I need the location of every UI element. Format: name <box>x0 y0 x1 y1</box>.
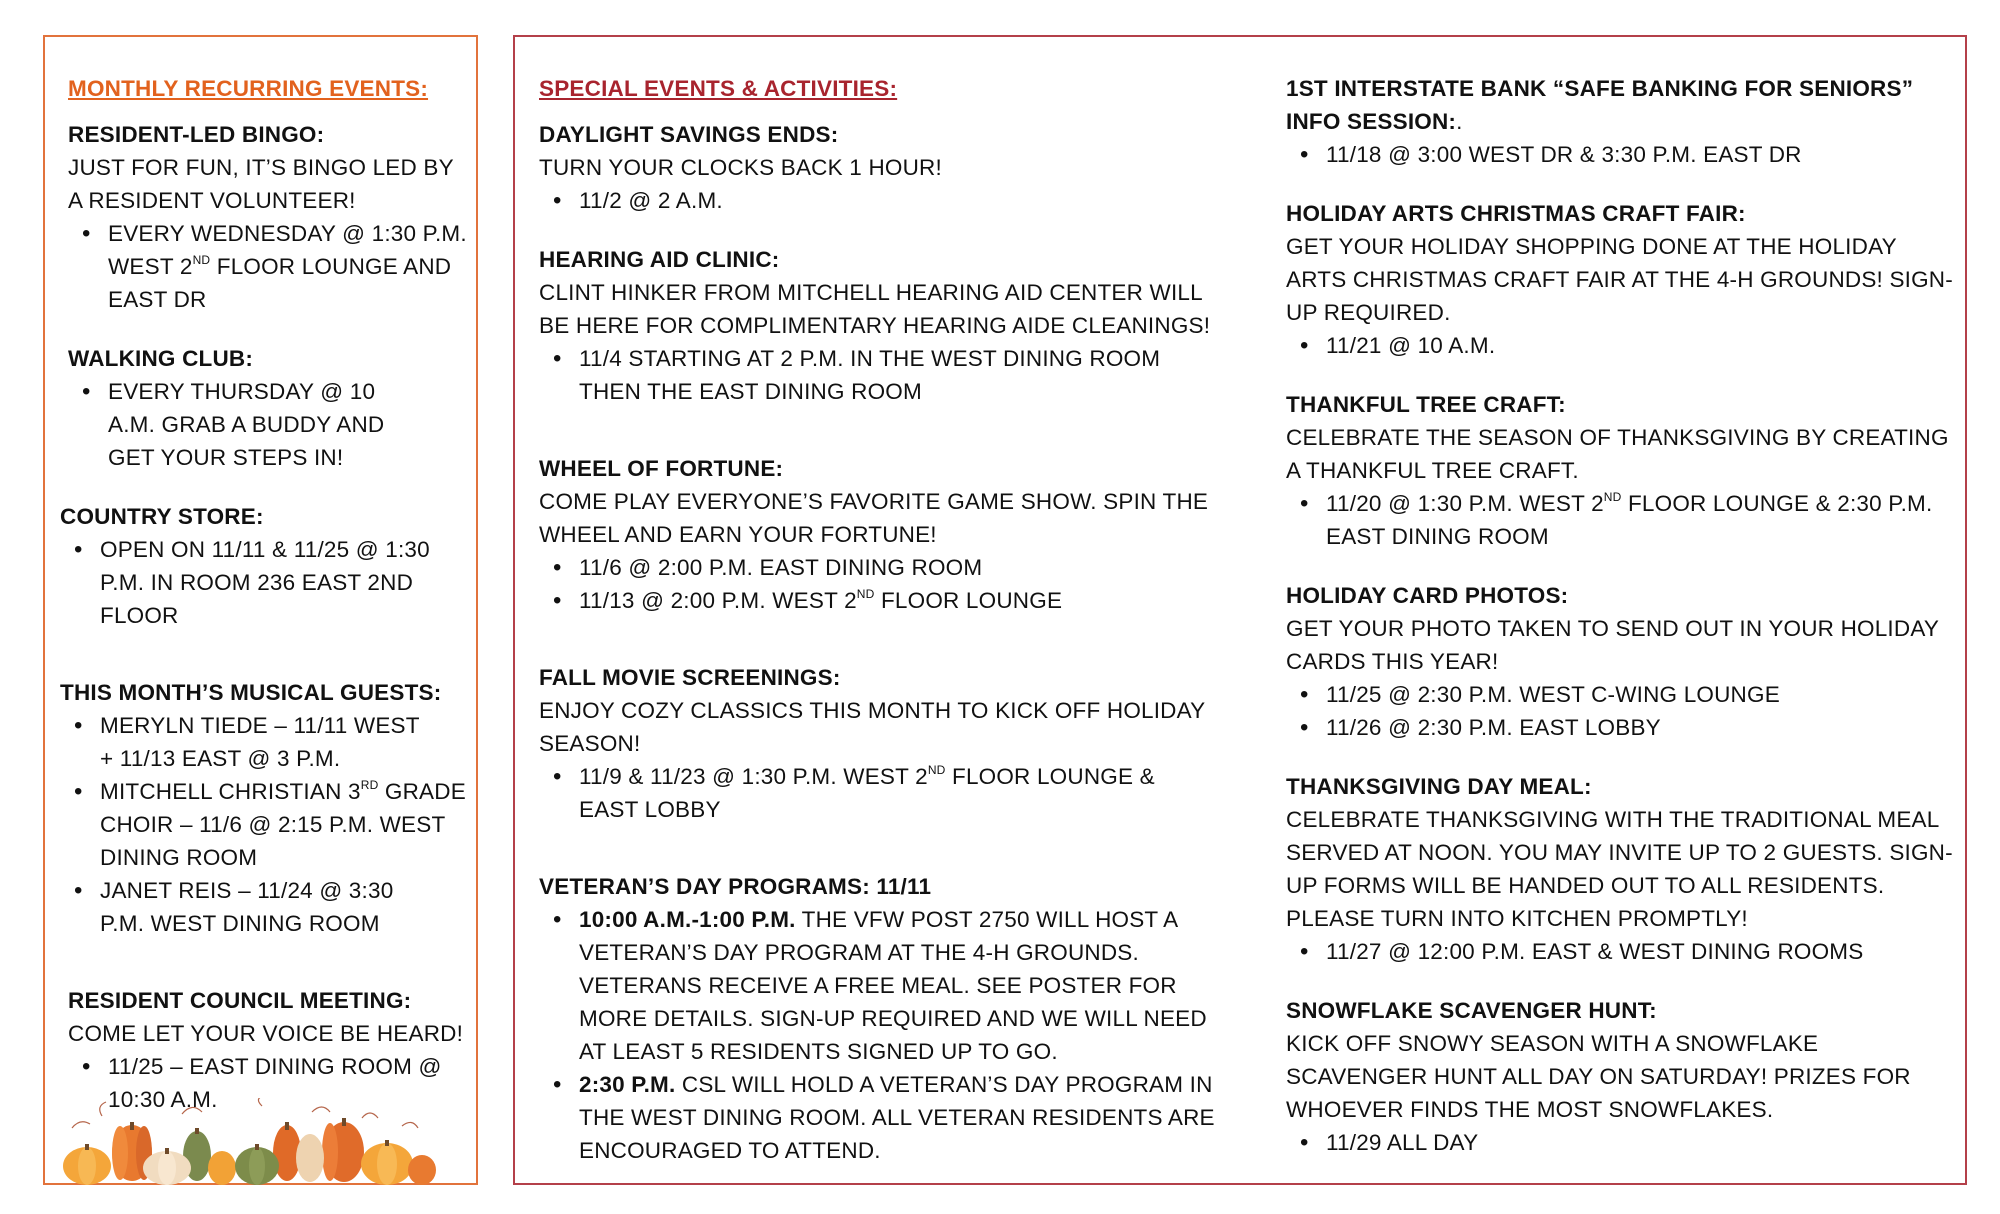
event-title: VETERAN’S DAY PROGRAMS: 11/11 <box>539 874 932 899</box>
event-movie-screenings <box>539 661 1229 826</box>
event-description: TURN YOUR CLOCKS BACK 1 HOUR! <box>539 155 942 180</box>
event-title: WALKING CLUB: <box>68 346 254 371</box>
event-item: • 11/4 STARTING AT 2 P.M. IN THE WEST DINING ROOM THEN THE EAST DINING ROOM <box>539 342 1179 408</box>
monthly-heading: MONTHLY RECURRING EVENTS: <box>68 76 429 101</box>
event-item: • 11/25 @ 2:30 P.M. WEST C-WING LOUNGE <box>1286 678 1956 711</box>
special-events-column <box>539 72 1229 1193</box>
event-craft-fair <box>1286 197 1956 362</box>
event-hearing-aid-clinic <box>539 243 1229 408</box>
event-bingo <box>68 118 468 316</box>
event-title: HEARING AID CLINIC: <box>539 247 780 272</box>
event-description: CELEBRATE THE SEASON OF THANKSGIVING BY CREATING A THANKFUL TREE CRAFT. <box>1286 425 1949 483</box>
event-item: • EVERY WEDNESDAY @ 1:30 P.M. WEST 2ND FLOOR LOUNGE AND EAST DR <box>68 217 468 316</box>
event-country-store <box>60 500 468 632</box>
event-item: • 11/20 @ 1:30 P.M. WEST 2ND FLOOR LOUNGE & 2:30 P.M. EAST DINING ROOM <box>1286 487 1956 553</box>
event-musical-guests <box>60 676 468 940</box>
event-item: • 11/26 @ 2:30 P.M. EAST LOBBY <box>1286 711 1956 744</box>
event-item: • 11/13 @ 2:00 P.M. WEST 2ND FLOOR LOUNGE <box>539 584 1229 617</box>
event-description: ENJOY COZY CLASSICS THIS MONTH TO KICK OFF HOLIDAY SEASON! <box>539 698 1205 756</box>
event-resident-council <box>68 984 468 1116</box>
special-heading: SPECIAL EVENTS & ACTIVITIES: <box>539 76 898 101</box>
event-title: SNOWFLAKE SCAVENGER HUNT: <box>1286 998 1657 1023</box>
event-title: THANKSGIVING DAY MEAL: <box>1286 774 1592 799</box>
event-description: COME PLAY EVERYONE’S FAVORITE GAME SHOW. SPIN THE WHEEL AND EARN YOUR FORTUNE! <box>539 489 1209 547</box>
event-holiday-card-photos <box>1286 579 1956 744</box>
event-wheel-of-fortune <box>539 452 1229 617</box>
event-title: COUNTRY STORE: <box>60 504 264 529</box>
event-title: THIS MONTH’S MUSICAL GUESTS: <box>60 680 442 705</box>
event-item: • 11/6 @ 2:00 P.M. EAST DINING ROOM <box>539 551 1229 584</box>
event-item: • 11/9 & 11/23 @ 1:30 P.M. WEST 2ND FLOOR LOUNGE & EAST LOBBY <box>539 760 1179 826</box>
event-thanksgiving-meal <box>1286 770 1956 968</box>
event-title: HOLIDAY ARTS CHRISTMAS CRAFT FAIR: <box>1286 201 1746 226</box>
event-item: • OPEN ON 11/11 & 11/25 @ 1:30 P.M. IN ROOM 236 EAST 2ND FLOOR <box>60 533 440 632</box>
event-veterans-day <box>539 870 1229 1167</box>
monthly-events-column <box>60 72 468 1142</box>
event-description: KICK OFF SNOWY SEASON WITH A SNOWFLAKE SCAVENGER HUNT ALL DAY ON SATURDAY! PRIZES FOR WHOEVER FINDS THE MOST SNOWFLAKES. <box>1286 1031 1911 1122</box>
event-title: FALL MOVIE SCREENINGS: <box>539 665 841 690</box>
event-item: • 11/29 ALL DAY <box>1286 1126 1956 1159</box>
event-item: • 2:30 P.M. CSL WILL HOLD A VETERAN’S DAY PROGRAM IN THE WEST DINING ROOM. ALL VETERAN RESIDENTS ARE ENCOURAGED TO ATTEND. <box>539 1068 1229 1167</box>
event-safe-banking <box>1286 72 1956 171</box>
event-description: CLINT HINKER FROM MITCHELL HEARING AID CENTER WILL BE HERE FOR COMPLIMENTARY HEARING AIDE CLEANINGS! <box>539 280 1211 338</box>
event-thankful-tree <box>1286 388 1956 553</box>
event-scavenger-hunt <box>1286 994 1956 1159</box>
event-description: GET YOUR PHOTO TAKEN TO SEND OUT IN YOUR HOLIDAY CARDS THIS YEAR! <box>1286 616 1939 674</box>
event-daylight-savings <box>539 118 1229 217</box>
event-item: • MITCHELL CHRISTIAN 3RD GRADE CHOIR – 11/6 @ 2:15 P.M. WEST DINING ROOM <box>60 775 468 874</box>
event-title: 1ST INTERSTATE BANK “SAFE BANKING FOR SENIORS” INFO SESSION:. <box>1286 76 1914 134</box>
event-title: DAYLIGHT SAVINGS ENDS: <box>539 122 839 147</box>
event-item: • MERYLN TIEDE – 11/11 WEST + 11/13 EAST @ 3 P.M. <box>60 709 420 775</box>
event-title: WHEEL OF FORTUNE: <box>539 456 784 481</box>
event-title: RESIDENT COUNCIL MEETING: <box>68 988 412 1013</box>
event-description: GET YOUR HOLIDAY SHOPPING DONE AT THE HOLIDAY ARTS CHRISTMAS CRAFT FAIR AT THE 4-H GROUNDS! SIGN-UP REQUIRED. <box>1286 234 1953 325</box>
event-title: HOLIDAY CARD PHOTOS: <box>1286 583 1569 608</box>
event-item: • 11/27 @ 12:00 P.M. EAST & WEST DINING ROOMS <box>1286 935 1956 968</box>
event-description: JUST FOR FUN, IT’S BINGO LED BY A RESIDENT VOLUNTEER! <box>68 155 454 213</box>
event-title: THANKFUL TREE CRAFT: <box>1286 392 1566 417</box>
event-walking-club <box>68 342 468 474</box>
event-description: COME LET YOUR VOICE BE HEARD! <box>68 1021 464 1046</box>
special-events-column-2 <box>1286 72 1956 1185</box>
pumpkins-icon <box>62 1098 462 1186</box>
event-item: • 11/2 @ 2 A.M. <box>539 184 1229 217</box>
event-item: • JANET REIS – 11/24 @ 3:30 P.M. WEST DINING ROOM <box>60 874 440 940</box>
event-item: • 11/25 – EAST DINING ROOM @ 10:30 A.M. <box>68 1050 448 1116</box>
event-title: RESIDENT-LED BINGO: <box>68 122 325 147</box>
event-item: • 11/18 @ 3:00 WEST DR & 3:30 P.M. EAST DR <box>1286 138 1956 171</box>
event-item: • 10:00 A.M.-1:00 P.M. THE VFW POST 2750 WILL HOST A VETERAN’S DAY PROGRAM AT THE 4-H GROUNDS. VETERANS RECEIVE A FREE MEAL. SEE POSTER FOR MORE DETAILS. SIGN-UP REQUIRED AND WE WILL NEED AT LEAST 5 RESIDENTS SIGNED UP TO GO. <box>539 903 1229 1068</box>
event-item: • EVERY THURSDAY @ 10 A.M. GRAB A BUDDY AND GET YOUR STEPS IN! <box>68 375 418 474</box>
event-description: CELEBRATE THANKSGIVING WITH THE TRADITIONAL MEAL SERVED AT NOON. YOU MAY INVITE UP TO 2 GUESTS. SIGN-UP FORMS WILL BE HANDED OUT TO ALL RESIDENTS. PLEASE TURN INTO KITCHEN PROMPTLY! <box>1286 807 1953 931</box>
event-item: • 11/21 @ 10 A.M. <box>1286 329 1956 362</box>
